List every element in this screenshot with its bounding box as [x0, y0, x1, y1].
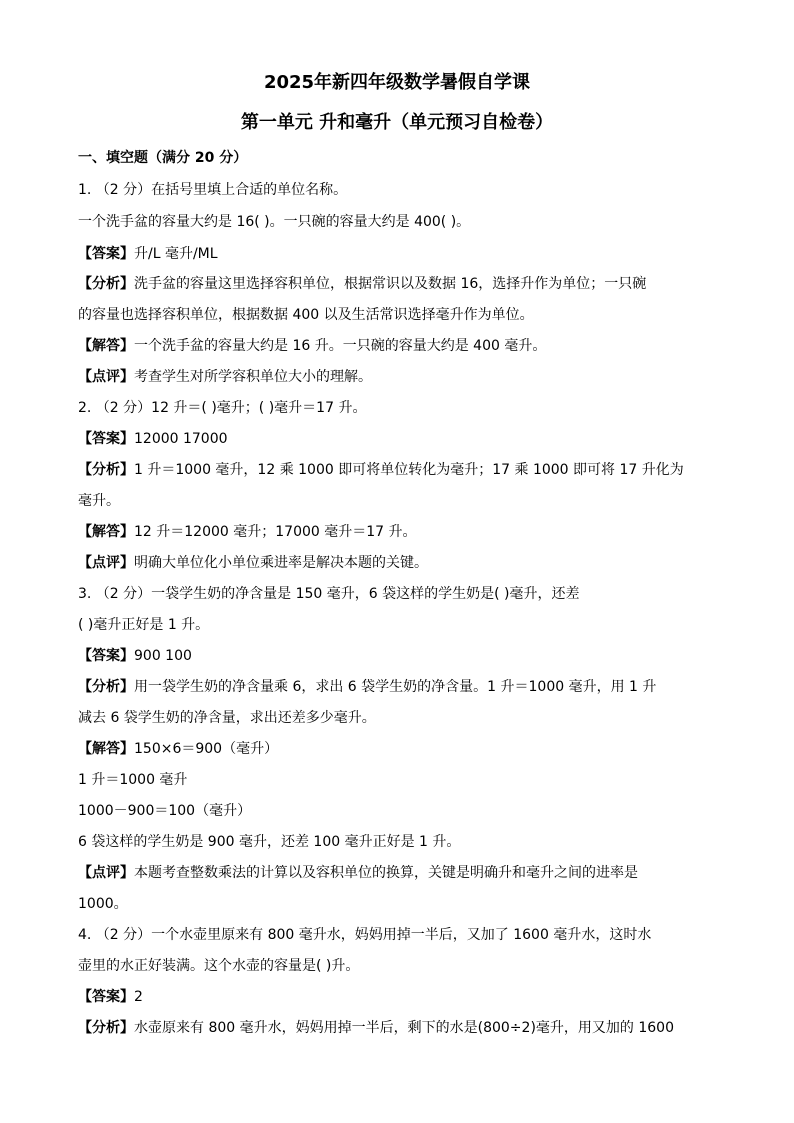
line-text: 1. （2 分）在括号里填上合适的单位名称。 — [78, 182, 348, 198]
text-line — [78, 212, 728, 232]
line-text: 4. （2 分）一个水壶里原来有 800 毫升水，妈妈用掉一半后，又加了 1600 毫升水，这时水 — [78, 927, 652, 943]
text-line — [78, 739, 728, 759]
line-tag: 【分析】 — [78, 462, 134, 478]
line-text: 本题考查整数乘法的计算以及容积单位的换算，关键是明确升和毫升之间的进率是 — [134, 865, 638, 881]
line-text: 1000－900＝100（毫升） — [78, 803, 252, 819]
text-line — [78, 925, 728, 945]
line-tag: 【点评】 — [78, 555, 134, 571]
page-title: 2025年新四年级数学暑假自学课 — [263, 72, 531, 93]
line-tag: 【点评】 — [78, 369, 134, 385]
line-text: 的容量也选择容积单位，根据数据 400 以及生活常识选择毫升作为单位。 — [78, 307, 534, 323]
text-line — [78, 180, 728, 200]
line-tag: 【答案】 — [78, 989, 134, 1005]
line-text: 一个洗手盆的容量大约是 16 升。一只碗的容量大约是 400 毫升。 — [134, 338, 547, 354]
line-text: 6 袋这样的学生奶是 900 毫升，还差 100 毫升正好是 1 升。 — [78, 834, 461, 850]
line-tag: 【解答】 — [78, 741, 134, 757]
text-line — [78, 367, 728, 387]
line-text: 3. （2 分）一袋学生奶的净含量是 150 毫升，6 袋这样的学生奶是( )毫升，还差 — [78, 586, 580, 602]
line-tag: 【解答】 — [78, 524, 134, 540]
line-text: 2. （2 分）12 升＝( )毫升；( )毫升＝17 升。 — [78, 400, 367, 416]
line-tag: 【解答】 — [78, 338, 134, 354]
text-line — [78, 615, 728, 635]
text-line — [78, 244, 728, 264]
text-line — [78, 956, 728, 976]
text-line — [78, 460, 728, 480]
text-line — [78, 677, 728, 697]
text-line — [78, 336, 728, 356]
text-line — [78, 987, 728, 1007]
line-text: 壶里的水正好装满。这个水壶的容量是( )升。 — [78, 958, 360, 974]
line-tag: 【点评】 — [78, 865, 134, 881]
line-text: 明确大单位化小单位乘进率是解决本题的关键。 — [134, 555, 428, 571]
line-tag: 【分析】 — [78, 1020, 134, 1036]
text-line — [78, 1018, 728, 1038]
text-line — [78, 894, 728, 914]
line-text: 水壶原来有 800 毫升水，妈妈用掉一半后，剩下的水是(800÷2)毫升，用又加的 1600 — [134, 1020, 674, 1036]
line-text: 用一袋学生奶的净含量乘 6，求出 6 袋学生奶的净含量。1 升＝1000 毫升，用 1 升 — [134, 679, 657, 695]
text-line — [78, 274, 728, 294]
text-line — [78, 801, 728, 821]
line-text: 洗手盆的容量这里选择容积单位，根据常识以及数据 16，选择升作为单位；一只碗 — [134, 276, 647, 292]
line-text: 升/L 毫升/ML — [134, 246, 218, 262]
line-text: 考查学生对所学容积单位大小的理解。 — [134, 369, 372, 385]
text-line — [78, 832, 728, 852]
section-heading: 一、填空题（满分 20 分） — [78, 150, 248, 166]
text-line — [78, 398, 728, 418]
line-tag: 【答案】 — [78, 246, 134, 262]
line-text: 毫升。 — [78, 493, 120, 509]
text-line — [78, 646, 728, 666]
line-tag: 【答案】 — [78, 648, 134, 664]
text-line — [78, 708, 728, 728]
line-text: 900 100 — [134, 648, 192, 664]
text-line — [78, 491, 728, 511]
text-line — [78, 429, 728, 449]
line-text: ( )毫升正好是 1 升。 — [78, 617, 210, 633]
line-tag: 【分析】 — [78, 276, 134, 292]
text-line — [78, 305, 728, 325]
line-text: 1000。 — [78, 896, 128, 912]
line-text: 2 — [134, 989, 143, 1005]
text-line — [78, 770, 728, 790]
line-tag: 【答案】 — [78, 431, 134, 447]
line-text: 150×6＝900（毫升） — [134, 741, 279, 757]
text-line — [78, 863, 728, 883]
line-text: 1 升＝1000 毫升，12 乘 1000 即可将单位转化为毫升；17 乘 1000 即可将 17 升化为 — [134, 462, 684, 478]
line-text: 12 升＝12000 毫升；17000 毫升＝17 升。 — [134, 524, 417, 540]
text-line — [78, 584, 728, 604]
line-tag: 【分析】 — [78, 679, 134, 695]
line-text: 减去 6 袋学生奶的净含量，求出还差多少毫升。 — [78, 710, 376, 726]
page-subtitle: 第一单元 升和毫升（单元预习自检卷） — [240, 112, 554, 133]
text-line — [78, 522, 728, 542]
line-text: 12000 17000 — [134, 431, 228, 447]
line-text: 1 升＝1000 毫升 — [78, 772, 188, 788]
text-line — [78, 553, 728, 573]
line-text: 一个洗手盆的容量大约是 16( )。一只碗的容量大约是 400( )。 — [78, 214, 471, 230]
